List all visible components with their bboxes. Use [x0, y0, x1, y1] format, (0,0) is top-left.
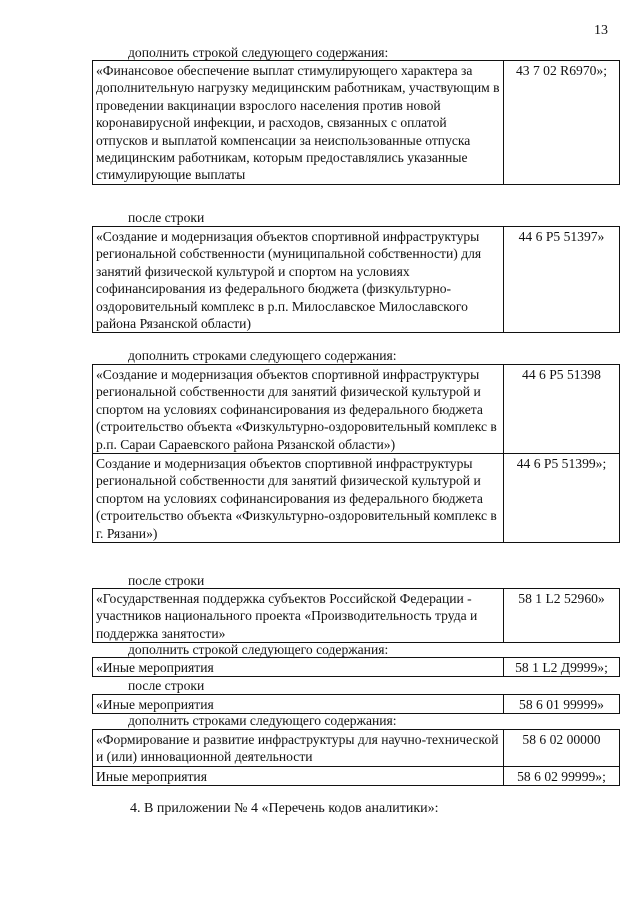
table-sports-milovslavskoe: [92, 226, 620, 333]
table-row: [93, 589, 620, 643]
row-code: 58 6 01 99999»: [504, 695, 620, 714]
instruction-after-row: после строки: [128, 678, 205, 693]
table-science-infrastructure: [92, 729, 620, 786]
row-code: 44 6 P5 51397»: [504, 227, 620, 333]
row-name: Создание и модернизация объектов спортивной инфраструктуры региональной собственности для занятий физической культурой и спортом на условиях софинансирования из федерального бюджета (строительство объекта «Физкультурно-оздоровительный комплекс в г. Рязани»): [93, 454, 504, 543]
row-code: 43 7 02 R6970»;: [504, 61, 620, 185]
row-name: «Государственная поддержка субъектов Российской Федерации - участников национального проекта «Производительность труда и поддержка занятости»: [93, 589, 504, 643]
instruction-after-row: после строки: [128, 210, 205, 225]
row-name: «Создание и модернизация объектов спортивной инфраструктуры региональной собственности для занятий физической культурой и спортом на условиях софинансирования из федерального бюджета (строительство объекта «Физкультурно-оздоровительный комплекс в р.п. Сараи Сараевского района Рязанской области»): [93, 365, 504, 454]
table-row: [93, 730, 620, 767]
table-row: [93, 766, 620, 785]
instruction-add-row: дополнить строкой следующего содержания:: [128, 642, 389, 657]
table-row: [93, 61, 620, 185]
row-name: «Формирование и развитие инфраструктуры для научно-технической и (или) инновационной деятельности: [93, 730, 504, 767]
page-number: 13: [594, 23, 608, 38]
row-name: «Иные мероприятия: [93, 658, 504, 677]
row-code: 44 6 P5 51398: [504, 365, 620, 454]
row-name: «Иные мероприятия: [93, 695, 504, 714]
row-name: «Финансовое обеспечение выплат стимулирующего характера за дополнительную нагрузку медицинским работникам, участвующим в проведении вакцинации взрослого населения против новой коронавирусной инфекции, и расходов, связанных с оплатой отпусков и выплатой компенсации за неиспользованные отпуска медицинским работникам, которым предоставлялись указанные стимулирующие выплаты: [93, 61, 504, 185]
instruction-after-row: после строки: [128, 573, 205, 588]
table-row: [93, 658, 620, 677]
table-sports-new-objects: [92, 364, 620, 543]
table-other-measures-1: [92, 657, 620, 677]
row-code: 58 6 02 99999»;: [504, 766, 620, 785]
table-row: [93, 365, 620, 454]
row-code: 44 6 P5 51399»;: [504, 454, 620, 543]
table-row: [93, 695, 620, 714]
item-4-heading: 4. В приложении № 4 «Перечень кодов аналитики»:: [130, 801, 439, 816]
instruction-add-rows: дополнить строками следующего содержания:: [128, 713, 397, 728]
row-code: 58 1 L2 Д9999»;: [504, 658, 620, 677]
row-name: «Создание и модернизация объектов спортивной инфраструктуры региональной собственности (муниципальной собственности) для занятий физической культурой и спортом на условиях софинансирования из федерального бюджета (физкультурно-оздоровительный комплекс в р.п. Милославское Милославского района Рязанской области): [93, 227, 504, 333]
table-vaccination-payments: [92, 60, 620, 185]
row-code: 58 1 L2 52960»: [504, 589, 620, 643]
table-row: [93, 227, 620, 333]
row-name: Иные мероприятия: [93, 766, 504, 785]
row-code: 58 6 02 00000: [504, 730, 620, 767]
table-row: [93, 454, 620, 543]
instruction-add-row: дополнить строкой следующего содержания:: [128, 45, 389, 60]
table-state-support: [92, 588, 620, 643]
instruction-add-rows: дополнить строками следующего содержания:: [128, 348, 397, 363]
